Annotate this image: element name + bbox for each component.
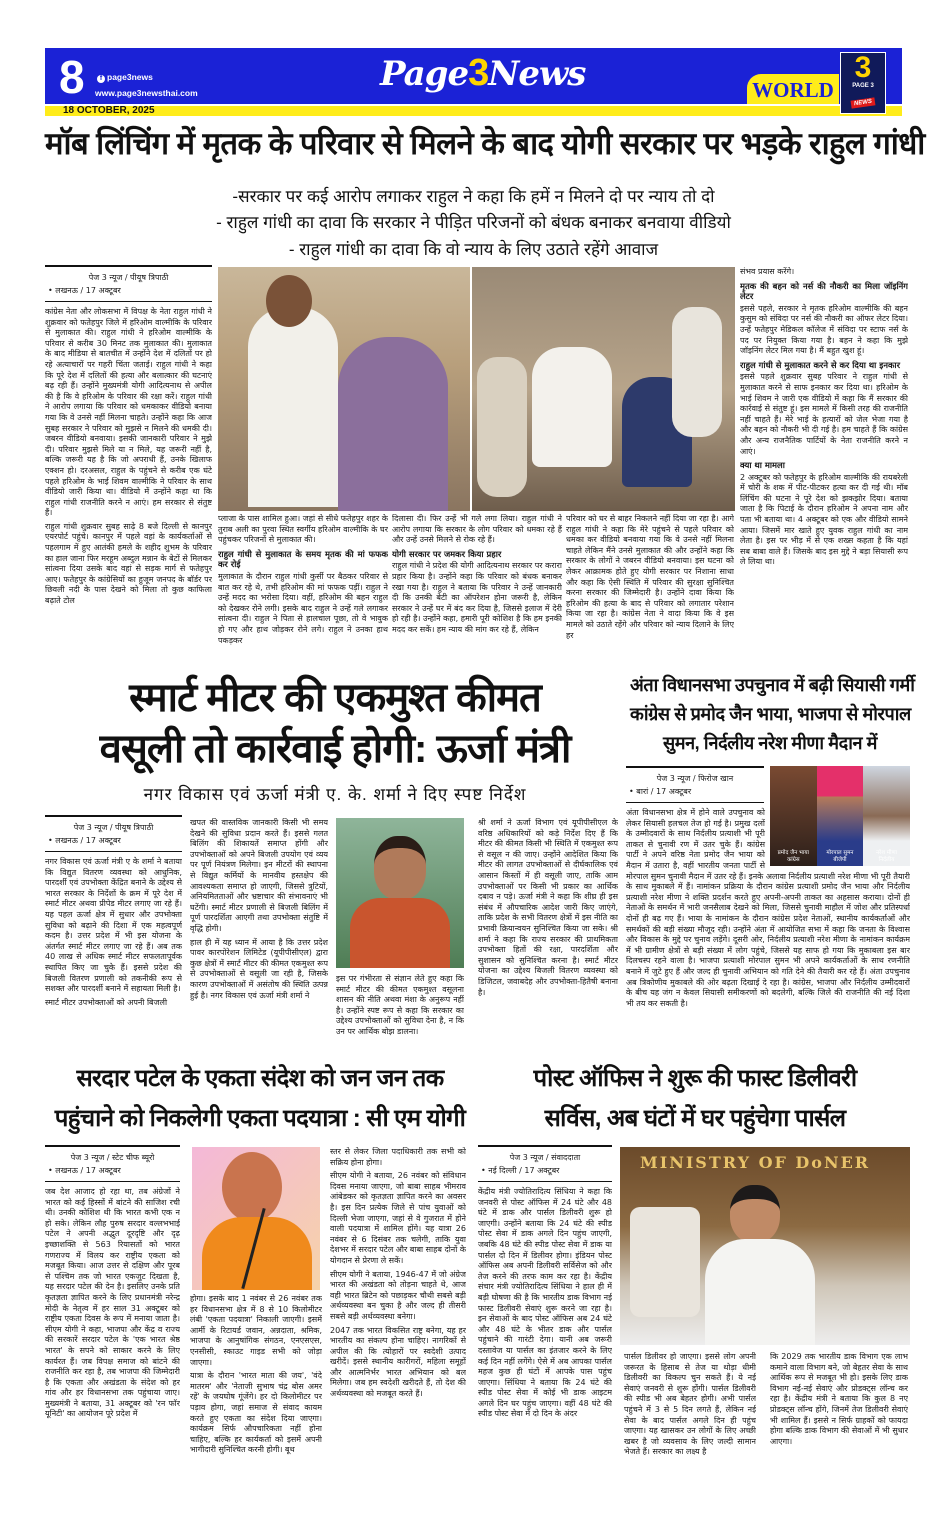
newspaper-logo — [380, 52, 585, 95]
paragraph: पार्सल डिलीवर हो जाएगा। इससे लोग अपनी जरूरत के हिसाब से तेज या थोड़ा धीमी डिलीवरी का विकल्प चुन सकते हैं। ये नई सेवाएं जनवरी से शुरू होंगी। पार्सल डिलीवरी की स्पीड भी अब बेहतर होगी। अभी पार्सल पहुंचने में 3 से 5 दिन लगते हैं, लेकिन नई सेवा के बाद पार्सल अगले दिन ही पहुंच जाएगा। यह खासकर उन लोगों के लिए अच्छी खबर है जो व्यवसाय के लिए जल्दी सामान भेजते हैं। सरकार का लक्ष्य है — [624, 1352, 756, 1457]
byline-block — [45, 815, 182, 852]
issue-date: 18 OCTOBER, 2025 — [63, 105, 155, 116]
byline-block — [45, 1145, 180, 1182]
post-office-headline: पोस्ट ऑफिस ने शुरू की फास्ट डिलीवरी — [533, 1065, 857, 1092]
paragraph: हाल ही में यह ध्यान में आया है कि उत्तर प्रदेश पावर कारपोरेशन लिमिटेड (यूपीपीसीएल) द्वारा कुछ क्षेत्रों में स्मार्ट मीटर की कीमत एकमुश्त रूप से उपभोक्ताओं से वसूली जा रही है, जिसके कारण उपभोक्ताओं में असंतोष की स्थिति उत्पन्न हुई है। नगर विकास एवं ऊर्जा मंत्री शर्मा ने — [190, 937, 328, 1000]
paragraph: स्तर से लेकर जिला पदाधिकारी तक सभी को सक्रिय होना होगा। — [330, 1147, 466, 1167]
story1-column-4 — [566, 514, 734, 666]
column-text — [45, 857, 182, 1008]
paragraph: दिलासा दी। फिर उन्हें भी गले लगा लिया। राहुल गांधी ने आरोप लगाया कि सरकार के लोग परिवार को धमका रहे हैं और उन्हें उनसे मिलने से रोक रहे हैं। — [392, 514, 562, 545]
patel-headline: पहुंचाने को निकलेगी एकता पदयात्रा : सी एम योगी — [54, 1105, 466, 1132]
paragraph: संभव प्रयास करेंगे। — [740, 267, 795, 276]
photo-ak-sharma — [336, 818, 464, 968]
patel-headline: सरदार पटेल के एकता संदेश को जन जन तक — [76, 1065, 444, 1092]
paragraph: स्मार्ट मीटर उपभोक्ताओं को अपनी बिजली — [45, 997, 168, 1007]
paragraph: अंता विधानसभा क्षेत्र में होने वाले उपचुनाव को लेकर सियासी हलचल तेज हो गई है। प्रमुख दलों के उम्मीदवारों के साथ निर्दलीय प्रत्याशी भी पूरी ताकत से चुनावी रण में उतर चुके हैं। कांग्रेस पार्टी ने अपने वरिष्ठ नेता प्रमोद जैन भाया को मैदान में उतारा है, वहीं भारतीय जनता पार्टी से मोरपाल सुमन चुनावी मैदान में उतर रहे हैं। इनके अलावा निर्दलीय प्रत्याशी नरेश मीणा भी पूरी तैयारी के साथ मुकाबले में हैं। नामांकन प्रक्रिया के दौरान कांग्रेस प्रत्याशी प्रमोद जैन भाया और निर्दलीय प्रत्याशी नरेश मीणा ने शक्ति प्रदर्शन करते हुए अपनी-अपनी ताकत का अहसास कराया। दोनों ही नेताओं के समर्थन में भारी जनसैलाब देखने को मिला, जिससे चुनावी माहौल में जोश और प्रतिस्पर्धा दोनों ही बढ़ गए हैं। भाया के नामांकन के दौरान कांग्रेस प्रदेश नेताओं, स्थानीय कार्यकर्ताओं और समर्थकों की बड़ी संख्या मौजूद रही। उन्होंने अंता में आयोजित सभा में कहा कि जनता के विश्वास और विकास के मुद्दे पर चुनाव लड़ेंगे। दूसरी ओर, निर्दलीय प्रत्याशी नरेश मीणा के नामांकन कार्यक्रम में भी ग्रामीण क्षेत्रों से बड़ी संख्या में लोग पहुंचे, जिससे यह साफ हो गया कि मुकाबला इस बार दिलचस्प रहने वाला है। भाजपा प्रत्याशी मोरपाल सुमन भी अपने कार्यकर्ताओं के साथ रणनीति बनाने में जुटे हुए हैं और जल्द ही चुनावी अभियान को गति देने की तैयारी कर रहे हैं। अंता उपचुनाव अब त्रिकोणीय मुकाबले की ओर बढ़ता दिखाई दे रहा है। कांग्रेस, भाजपा और निर्दलीय उम्मीदवारों के बीच यह जंग न केवल सियासी समीकरणों को बदलेगी, बल्कि जिले की राजनीति की नई दिशा भी तय कर सकती है। — [626, 808, 910, 1008]
byline-block — [45, 265, 212, 302]
dateline: • बारां / 17 अक्टूबर — [626, 785, 764, 798]
dateline: • लखनऊ / 17 अक्टूबर — [45, 284, 212, 297]
byline-block — [478, 1145, 612, 1182]
column-text — [45, 1187, 180, 1420]
story5-column-1 — [478, 1145, 612, 1480]
smart-meter-subheadline: नगर विकास एवं ऊर्जा मंत्री ए. के. शर्मा ने दिए स्पष्ट निर्देश — [143, 785, 527, 804]
dateline: • लखनऊ / 17 अक्टूबर — [45, 1164, 180, 1177]
photo-jyotiraditya-scindia — [620, 1147, 910, 1345]
post-office-headline: सर्विस, अब घंटों में घर पहुंचेगा पार्सल — [544, 1105, 846, 1132]
subheading: राहुल गांधी से मुलाकात के समय मृतक की मां फफक कर रोई — [218, 548, 388, 570]
byline: पेज 3 न्यूज / फिरोज खान — [656, 774, 734, 783]
badge-text: PAGE 3 — [852, 83, 874, 89]
story1-column-5 — [740, 267, 908, 667]
byline-block — [626, 766, 764, 803]
byline: पेज 3 न्यूज / पीयूष त्रिपाठी — [88, 273, 169, 282]
paragraph: खपत की वास्तविक जानकारी किसी भी समय देखने की सुविधा प्रदान करते हैं। इससे गलत बिलिंग की शिकायतें समाप्त होंगी और उपभोक्ताओं को अपने बिजली उपयोग एवं व्यय पर पूर्ण नियंत्रण मिलेगा। इन मीटरों की स्थापना से विद्युत कर्मियों के मानवीय हस्तक्षेप की आवश्यकता समाप्त हो जाएगी, जिससे त्रुटियों, अनियमितताओं और भ्रष्टाचार की संभावनाएं भी घटेंगी। स्मार्ट मीटर प्रणाली से बिजली बिलिंग में पूर्ण पारदर्शिता आएगी तथा उपभोक्ता संतुष्टि में वृद्धि होगी। — [190, 818, 328, 933]
paragraph: प्लाजा के पास शामिल हुआ। जहां से सीधे फतेहपुर शहर के तुराब अली का पुरवा स्थित स्वर्गीय हरिओम वाल्मीकि के घर पहुंचकर परिजनों से मुलाकात की। — [218, 514, 388, 545]
anta-headline: सुमन, निर्दलीय नरेश मीणा मैदान में — [662, 733, 878, 753]
byline: पेज 3 न्यूज / संवाददाता — [509, 1153, 581, 1162]
paragraph: 2 अक्टूबर को फतेहपुर के हरिओम वाल्मीकि की रायबरेली में चोरी के शक में पीट-पीटकर हत्या कर दी गई थी। मॉब लिंचिंग की घटना ने पूरे देश को झकझोर दिया। बताया जाता है कि पिटाई के दौरान हरिओम ने अपना नाम और पता भी बताया था। 4 अक्टूबर को एक और वीडियो सामने आया। जिसमें मार खाते हुए युवक राहुल गांधी का नाम लेता है। इस पर भीड़ में से एक शख्स कहता है कि यहां सब बाबा वाले हैं। जिसके बाद इस मुद्दे ने बड़ा सियासी रूप ले लिया था। — [740, 472, 908, 567]
badge-tag: NEWS — [851, 97, 876, 108]
column-text — [45, 307, 212, 607]
candidate-caption — [817, 850, 864, 864]
date-strip — [45, 104, 902, 116]
subheading: क्या था मामला — [740, 460, 785, 471]
page3-badge-logo — [840, 52, 886, 114]
subheadline: -सरकार पर कई आरोप लगाकर राहुल ने कहा कि हमें न मिलने दो पर न्याय तो दो — [232, 187, 715, 206]
candidate-name: नरेश मीणा — [876, 850, 897, 856]
paragraph: सीएम योगी ने बताया, 26 नवंबर को संविधान दिवस मनाया जाएगा, जो बाबा साहब भीमराव आंबेडकर को कृतज्ञता ज्ञापित करने का अवसर है। इस दिन प्रत्येक जिले से पांच युवाओं को दिल्ली भेजा जाएगा, जहां से वे गुजरात में होने वाली पदयात्रा में शामिल होंगे। यह यात्रा 26 नवंबर से 6 दिसंबर तक चलेगी, ताकि युवा देशभर में सरदार पटेल और बाबा साहब दोनों के योगदान से प्रेरणा ले सकें। — [330, 1171, 466, 1265]
facebook-label: page3news — [107, 72, 153, 82]
story3-body — [626, 766, 910, 1060]
story4-column-1 — [45, 1145, 180, 1480]
story1-column-3 — [392, 514, 562, 666]
anta-headline: कांग्रेस से प्रमोद जैन भाया, भाजपा से मोरपाल — [630, 704, 911, 724]
story4-column-2 — [190, 1294, 322, 1480]
column-text — [478, 1187, 612, 1420]
smart-meter-headline: वसूली तो कार्रवाई होगी: ऊर्जा मंत्री — [99, 727, 571, 771]
paragraph: होगा। इसके बाद 1 नवंबर से 26 नवंबर तक हर विधानसभा क्षेत्र में 8 से 10 किलोमीटर लंबी 'एकता पदयात्रा' निकाली जाएगी। इसमें आर्मी के रिटायर्ड जवान, अन्नदाता, श्रमिक, भाजपा के आनुषांगिक संगठन, एनएसएस, एनसीसी, स्काउट गाइड सभी को जोड़ा जाएगा। — [190, 1294, 322, 1367]
story1-column-2 — [218, 514, 388, 666]
website: www.page3newsthai.com — [95, 88, 198, 98]
facebook-icon: f — [97, 75, 105, 83]
paragraph: राहुल गांधी ने प्रदेश की योगी आदित्यनाथ सरकार पर करारा प्रहार किया है। उन्होंने कहा कि परिवार को बंधक बनाकर रखा गया है। राहुल ने बताया कि परिवार ने उन्हें जानकारी दी कि उनकी बेटी का ऑपरेशन होना जरूरी है, लेकिन सरकार ने उन्हें घर में बंद कर दिया है, जिससे इलाज में देरी हो रही है। उन्होंने कहा, हमारी पूरी कोशिश है कि हम इनकी मदद कर सकें। हम न्याय की मांग कर रहे हैं, लेकिन — [392, 561, 562, 634]
byline: पेज 3 न्यूज / पीयूष त्रिपाठी — [73, 823, 154, 832]
logo-text-right: News — [488, 54, 586, 94]
candidate-caption — [863, 850, 910, 864]
story2-column-1 — [45, 815, 182, 1060]
photo-cm-yogi — [192, 1147, 320, 1290]
candidate-party: बीजेपी — [833, 857, 847, 863]
paragraph: इस पर गंभीरता से संज्ञान लेते हुए कहा कि स्मार्ट मीटर की कीमत एकमुश्त वसूलना शासन की नीति अथवा मंशा के अनुरूप नहीं है। उन्होंने स्पष्ट रूप से कहा कि सरकार का उद्देश्य उपभोक्ताओं को सुविधा देना है, न कि उन पर आर्थिक बोझ डालना। — [336, 974, 464, 1036]
masthead — [45, 48, 902, 116]
dateline: • नई दिल्ली / 17 अक्टूबर — [478, 1164, 612, 1177]
facebook-handle — [97, 72, 153, 83]
smart-meter-headline: स्मार्ट मीटर की एकमुश्त कीमत — [129, 676, 541, 720]
logo-text-left: Page — [380, 54, 469, 94]
story5-column-3 — [770, 1352, 908, 1480]
story2-column-4 — [478, 818, 618, 1060]
candidate-name: मोरपाल सुमन — [826, 850, 854, 856]
photo-sign-text: MINISTRY OF DoNER — [640, 1153, 871, 1172]
story5-column-2 — [624, 1352, 756, 1480]
story2-photo-caption-text — [336, 974, 464, 1060]
paragraph: जब देश आजाद हो रहा था, तब अंग्रेजों ने भारत को कई हिस्सों में बांटने की साजिश रची थी। उनकी कोशिश थी कि भारत कभी एक न हो सके। लेकिन लौह पुरुष सरदार वल्लभभाई पटेल ने अपनी अद्भुत दूरदृष्टि और दृढ़ इच्छाशक्ति से 563 रियासतों को भारत गणराज्य में विलय कर राष्ट्रीय एकता को मजबूत किया। आज उत्तर से दक्षिण और पूरब से पश्चिम तक जो भारत एकजुट दिखता है, यह सरदार पटेल की देन है। इसलिए उनके प्रति कृतज्ञता ज्ञापित करने के लिए प्रधानमंत्री नरेन्द्र मोदी के नेतृत्व में हर साल 31 अक्टूबर को राष्ट्रीय एकता दिवस के रूप में मनाया जाता है। सीएम योगी ने कहा, भाजपा और केंद्र व राज्य की सरकारें सरदार पटेल के 'एक भारत श्रेष्ठ भारत' के सपने को साकार करने के लिए कार्यरत हैं। जब विपक्ष समाज को बांटने की राजनीति कर रहा है, तब भाजपा की जिम्मेदारी है कि एकता और अखंडता के संदेश को हर गांव और हर विधानसभा तक पहुंचाया जाए। मुख्यमंत्री ने बताया, 31 अक्टूबर को 'रन फॉर यूनिटी' का आयोजन पूरे प्रदेश में — [45, 1187, 180, 1419]
candidate-party: कांग्रेस — [787, 857, 800, 863]
subheading: राहुल गांधी से मुलाकात करने से कर दिया था इनकार — [740, 359, 901, 370]
page-number: 8 — [59, 51, 85, 103]
story1-column-1 — [45, 265, 212, 667]
story4-column-3 — [330, 1147, 466, 1480]
badge-number: 3 — [854, 51, 872, 84]
byline: पेज 3 न्यूज / स्टेट चीफ ब्यूरो — [70, 1153, 155, 1162]
main-headline: मॉब लिंचिंग में मृतक के परिवार से मिलने के बाद योगी सरकार पर भड़के राहुल गांधी — [45, 126, 925, 161]
paragraph: 2047 तक भारत विकसित राष्ट्र बनेगा, यह हर भारतीय का संकल्प होना चाहिए। नागरिकों से अपील की कि त्योहारों पर स्वदेशी उत्पाद खरीदें। इससे स्थानीय कारीगरों, महिला समूहों और आत्मनिर्भर भारत अभियान को बल मिलेगा। जब हम स्वदेशी खरीदते हैं, तो देश की अर्थव्यवस्था को मजबूत करते हैं। — [330, 1325, 466, 1399]
paragraph: केंद्रीय मंत्री ज्योतिरादित्य सिंधिया ने कहा कि जनवरी से पोस्ट ऑफिस में 24 घंटे और 48 घंटे में डाक और पार्सल डिलीवरी शुरू हो जाएगी। उन्होंने बताया कि 24 घंटे की स्पीड पोस्ट सेवा में डाक अगले दिन पहुंच जाएगी, जबकि 48 घंटे की स्पीड पोस्ट सेवा में डाक या पार्सल दो दिन में डिलीवर होगा। इंडियन पोस्ट ऑफिस अब अपनी डिलीवरी सर्विसेज को और तेज करने की तरफ काम कर रहा है। केंद्रीय संचार मंत्री ज्योतिरादित्य सिंधिया ने हाल ही में बड़ी घोषणा की है कि भारतीय डाक विभाग नई फास्ट डिलीवरी सेवाएं शुरू करने जा रहा है। इन सेवाओं के बाद पोस्ट ऑफिस अब 24 घंटे और 48 घंटे के भीतर डाक और पार्सल पहुंचाने की गारंटी देगा। यानी अब जरूरी दस्तावेज या पार्सल का इंतजार करने के लिए कई दिन नहीं लगेंगे। ऐसे में अब आपका पार्सल महज कुछ ही घंटों में आपके पास पहुंच जाएगा। सिंधिया ने बताया कि 24 घंटे की स्पीड पोस्ट सेवा में कोई भी डाक आइटम अगले दिन घर पहुंच जाएगा। वहीं 48 घंटे की स्पीड पोस्ट सेवा में दो दिन के अंदर — [478, 1187, 612, 1419]
dateline: • लखनऊ / 17 अक्टूबर — [45, 834, 182, 847]
paragraph: राहुल गांधी शुक्रवार सुबह साढ़े 8 बजे दिल्ली से कानपुर एयरपोर्ट पहुंचे। कानपुर में पहले वहां के कार्यकर्ताओं से पहलगाम में हुए आतंकी हमले के शहीद शुभम के परिवार का हाल जाना फिर मरहूम अब्दुल मन्नान के बेटों से मिलकर सांत्वना दिया उसके बाद वहां से सड़क मार्ग से फतेहपुर आए। फतेहपुर के कांग्रेसियों का हुजूम जनपद के बॉर्डर पर छिवली नदी के पास देखने को मिला तो कुछ काफिला बढ़ाते टोल — [45, 521, 212, 606]
paragraph: कांग्रेस नेता और लोकसभा में विपक्ष के नेता राहुल गांधी ने शुक्रवार को फतेहपुर जिले में हरिओम वाल्मीकि के परिवार से मुलाकात की। राहुल गांधी ने हरिओम वाल्मीकि के परिवार से करीब 30 मिनट तक मुलाकात की। मुलाकात के बाद मीडिया से बातचीत में उन्होंने देश में दलितों पर हो रहे अत्याचारों पर गहरी चिंता जताई। राहुल गांधी ने कहा कि पूरे देश में दलितों की हत्या और बलात्कार की घटनाएं बढ़ रही हैं। उन्होंने मुख्यमंत्री योगी आदित्यनाथ से अपील की है कि वे हरिओम के परिवार की रक्षा करें। राहुल गांधी ने आरोप लगाया कि परिवार को धमकाकर वीडियो बनाया गया कि वे उनसे नहीं मिलना चाहते। उन्होंने कहा कि आज सुबह सरकार ने परिवार को मुझसे न मिलने की धमकी दी। जबरन वीडियो बनवाया। इसकी जानकारी परिवार ने मुझे दी। परिवार मुझसे मिले या न मिले, यह जरूरी नहीं है, बल्कि जरूरी यह है कि जो अपराधी हैं, उनके खिलाफ एक्शन हो। दरअसल, राहुल के पहुंचने से करीब एक घंटे पहले हरिओम के भाई शिवम वाल्मीकि ने परिवार के साथ वीडियो जारी किया था। वीडियो में उन्होंने कहा था कि राहुल गांधी राजनीति करने न आएं। हम सरकार से संतुष्ट हैं। — [45, 307, 212, 518]
paragraph: परिवार को घर से बाहर निकलने नहीं दिया जा रहा है। आगे राहुल गांधी ने कहा कि मेरे पहुंचने से पहले परिवार को धमका कर वीडियो बनवाया गया कि वे उनसे नहीं मिलना चाहते लेकिन मैंने उनसे मुलाकात की और उन्होंने कहा कि सरकार के लोगों ने जबरन वीडियो बनवाया। इस घटना को लेकर आक्रामक होते हुए योगी सरकार पर निशाना साधा और कहा कि ऐसी स्थिति में परिवार की सुरक्षा सुनिश्चित करना सरकार की जिम्मेदारी है। उन्होंने दावा किया कि हरिओम की हत्या के बाद से परिवार को लगातार परेशान किया जा रहा है। कांग्रेस नेता ने वादा किया कि वे इस मामले को उठाते रहेंगे और परिवार को न्याय दिलाने के लिए हर — [566, 514, 734, 640]
subheadline: - राहुल गांधी का दावा कि वो न्याय के लिए उठाते रहेंगे आवाज — [288, 240, 659, 259]
photo-candidates — [770, 766, 910, 866]
logo-text-3: 3 — [468, 52, 489, 94]
subheading: मृतक की बहन को नर्स की नौकरी का मिला जॉइनिंग लेटर — [740, 280, 908, 302]
paragraph: इससे पहले शुक्रवार सुबह परिवार ने राहुल गांधी से मुलाकात करने से साफ इनकार कर दिया था। हरिओम के भाई शिवम ने जारी एक वीडियो में कहा कि मैं सरकार की कार्रवाई से संतुष्ट हूं। इस मामले में किसी तरह की राजनीति नहीं चाहते हैं। मेरे भाई के हत्यारों को जेल भेजा गया है और बहन को नौकरी भी दी गई है। हम चाहते हैं कि कांग्रेस और अन्य राजनैतिक पार्टियों के नेता राजनीति करने न आएं। — [740, 372, 908, 456]
photo-rahul-gandhi-embracing-relative — [218, 267, 470, 511]
paragraph: यात्रा के दौरान 'भारत माता की जय', 'वंदे मातरम' और 'नेताजी सुभाष चंद्र बोस अमर रहें' के जयघोष गूंजेंगे। हर दो किलोमीटर पर पड़ाव होगा, जहां समाज से संवाद कायम करते हुए एकता का संदेश दिया जाएगा। कार्यक्रम सिर्फ औपचारिकता नहीं होना चाहिए, बल्कि हर कार्यकर्ता को इसमें अपनी भागीदारी सुनिश्चित करनी होगी। बूथ — [190, 1371, 322, 1455]
candidate-party: निर्दलीय — [878, 857, 895, 863]
paragraph: मुलाकात के दौरान राहुल गांधी कुर्सी पर बैठकर परिवार से बात कर रहे थे, तभी हरिओम की मां फफक पड़ीं। राहुल ने उन्हें मदद का भरोसा दिया। वहीं, हरिओम की बहन राहुल को देखकर रोने लगी। इसके बाद राहुल ने उन्हें गले लगाकर सांत्वना दी। राहुल ने पिता से हालचाल पूछा, तो वे भावुक हो गए और हाथ जोड़कर रोने लगे। राहुल ने उनका हाथ पकड़कर — [218, 571, 388, 645]
subheading: योगी सरकार पर जमकर किया प्रहार — [392, 548, 502, 559]
anta-headline: अंता विधानसभा उपचुनाव में बढ़ी सियासी गर्मी — [630, 675, 915, 695]
paragraph: कि 2029 तक भारतीय डाक विभाग एक लाभ कमाने वाला विभाग बने, जो बेहतर सेवा के साथ आर्थिक रूप से मजबूत भी हो। इसके लिए डाक विभाग नई-नई सेवाएं और प्रोडक्ट्स लॉन्च कर रहा है। केंद्रीय मंत्री ने बताया कि कुल 8 नए प्रोडक्ट्स लॉन्च होंगे, जिनमें तेज डिलीवरी सेवाएं भी शामिल हैं। इससे न सिर्फ ग्राहकों को फायदा होगा बल्कि डाक विभाग की सेवाओं में भी सुधार आएगा। — [770, 1352, 908, 1446]
subheadline: - राहुल गांधी का दावा कि सरकार ने पीड़ित परिजनों को बंधक बनाकर बनवाया वीडियो — [216, 213, 731, 232]
candidate-name: प्रमोद जैन भाया — [777, 850, 809, 856]
section-label: WORLD — [747, 74, 839, 104]
paragraph: सीएम योगी ने बताया, 1946-47 में जो अंग्रेज भारत की अखंडता को तोड़ना चाहते थे, आज वही भारत ब्रिटेन को पछाड़कर चौथी सबसे बड़ी अर्थव्यवस्था बन चुका है और जल्द ही तीसरी सबसे बड़ी अर्थव्यवस्था बनेगा। — [330, 1269, 466, 1321]
paragraph: नगर विकास एवं ऊर्जा मंत्री ए के शर्मा ने बताया कि विद्युत वितरण व्यवस्था को आधुनिक, पारदर्शी एवं उपभोक्ता केंद्रित बनाने के उद्देश्य से भारत सरकार के निर्देशों के क्रम में पूरे देश में स्मार्ट मीटर अथवा प्रीपेड मीटर लगाए जा रहे हैं। यह पहल ऊर्जा क्षेत्र में सुधार और उपभोक्ता सुविधा को बढ़ाने की दिशा में एक महत्वपूर्ण कदम है। उत्तर प्रदेश में भी इस योजना के अंतर्गत स्मार्ट मीटर लगाए जा रहे हैं। अब तक 40 लाख से अधिक स्मार्ट मीटर सफलतापूर्वक स्थापित किए जा चुके हैं। इससे प्रदेश की बिजली वितरण प्रणाली को तकनीकी रूप से सशक्त और पारदर्शी बनाने में सहायता मिली है। — [45, 857, 182, 994]
candidate-caption — [770, 850, 817, 864]
paragraph: श्री शर्मा ने ऊर्जा विभाग एवं यूपीपीसीएल के वरिष्ठ अधिकारियों को कड़े निर्देश दिए हैं कि मीटर की कीमत किसी भी स्थिति में एकमुश्त रूप से वसूल न की जाए। उन्होंने आदेशित किया कि मीटर की लागत उपभोक्ताओं से दीर्घकालिक एवं आसान किस्तों में ही वसूली जाए, ताकि आम उपभोक्ताओं पर किसी भी प्रकार का आर्थिक दबाव न पड़े। ऊर्जा मंत्री ने कहा कि शीघ्र ही इस संबंध में औपचारिक आदेश जारी किए जाएंगे, ताकि प्रदेश के सभी वितरण क्षेत्रों में इस नीति का प्रभावी क्रियान्वयन सुनिश्चित किया जा सके। श्री शर्मा ने कहा कि राज्य सरकार की प्राथमिकता उपभोक्ता हितों की रक्षा, पारदर्शिता और सुशासन को सुनिश्चित करना है। स्मार्ट मीटर योजना का उद्देश्य बिजली वितरण व्यवस्था को डिजिटल, जवाबदेह और उपभोक्ता-हितैषी बनाना है। — [478, 818, 618, 997]
paragraph: इससे पहले, सरकार ने मृतक हरिओम वाल्मीकि की बहन कुसुम को संविदा पर नर्स की नौकरी का ऑफर लेटर दिया। उन्हें फतेहपुर मेडिकल कॉलेज में संविदा पर स्टाफ नर्स के पद पर नियुक्त किया गया है। बहन ने कहा कि मुझे जॉइनिंग लेटर मिल गया है। मैं बहुत खुश हूं। — [740, 303, 908, 356]
photo-rahul-gandhi-meeting-family — [472, 267, 735, 511]
story2-column-2 — [190, 818, 328, 1060]
